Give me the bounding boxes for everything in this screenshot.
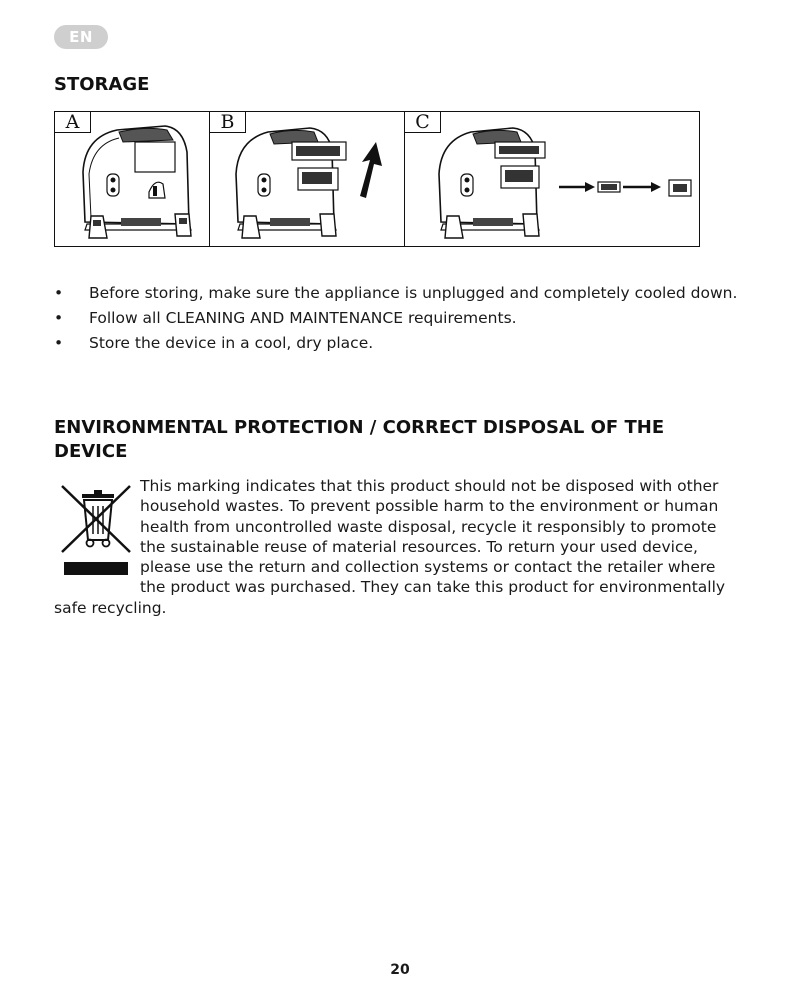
bullet-text: Follow all CLEANING AND MAINTENANCE requirements.	[89, 309, 517, 327]
environment-heading-line-2: DEVICE	[54, 441, 128, 462]
storage-figure	[54, 111, 700, 247]
environment-heading-line-1: ENVIRONMENTAL PROTECTION / CORRECT DISPOSAL OF THE	[54, 417, 665, 438]
panel-letter-a: A	[55, 112, 91, 133]
list-item	[54, 281, 744, 305]
appliance-closed-illustration	[55, 112, 209, 246]
crossed-out-wheelie-bin-icon	[56, 480, 136, 580]
storage-heading: STORAGE	[54, 74, 150, 95]
list-item	[54, 331, 744, 355]
remove-parts-illustration	[405, 112, 701, 246]
language-badge: EN	[54, 25, 108, 49]
environment-heading	[54, 416, 744, 464]
panel-letter-b: B	[210, 112, 246, 133]
bullet-marker: •	[54, 334, 64, 352]
lift-cover-illustration	[210, 112, 405, 246]
figure-panel-c	[404, 112, 699, 246]
environment-paragraph	[54, 476, 744, 618]
bullet-text: Store the device in a cool, dry place.	[89, 334, 374, 352]
bullet-text: Before storing, make sure the appliance is unplugged and completely cooled down.	[89, 284, 738, 302]
bullet-marker: •	[54, 284, 64, 302]
page-number: 20	[390, 962, 410, 978]
panel-letter-c: C	[405, 112, 441, 133]
figure-panel-a	[55, 112, 209, 246]
environment-body-text: This marking indicates that this product should not be disposed with other household wastes. To prevent possible harm to the environment or human health from uncontrolled waste disposal, recycle it responsibly to promote the sustainable reuse of material resources. To return your used device, please use the return and collection systems or contact the retailer where the product was purchased. They can take this product for environmentally safe recycling.	[54, 477, 726, 617]
storage-bullet-list	[54, 281, 744, 356]
list-item	[54, 306, 744, 330]
bullet-marker: •	[54, 309, 64, 327]
figure-panel-b	[209, 112, 404, 246]
